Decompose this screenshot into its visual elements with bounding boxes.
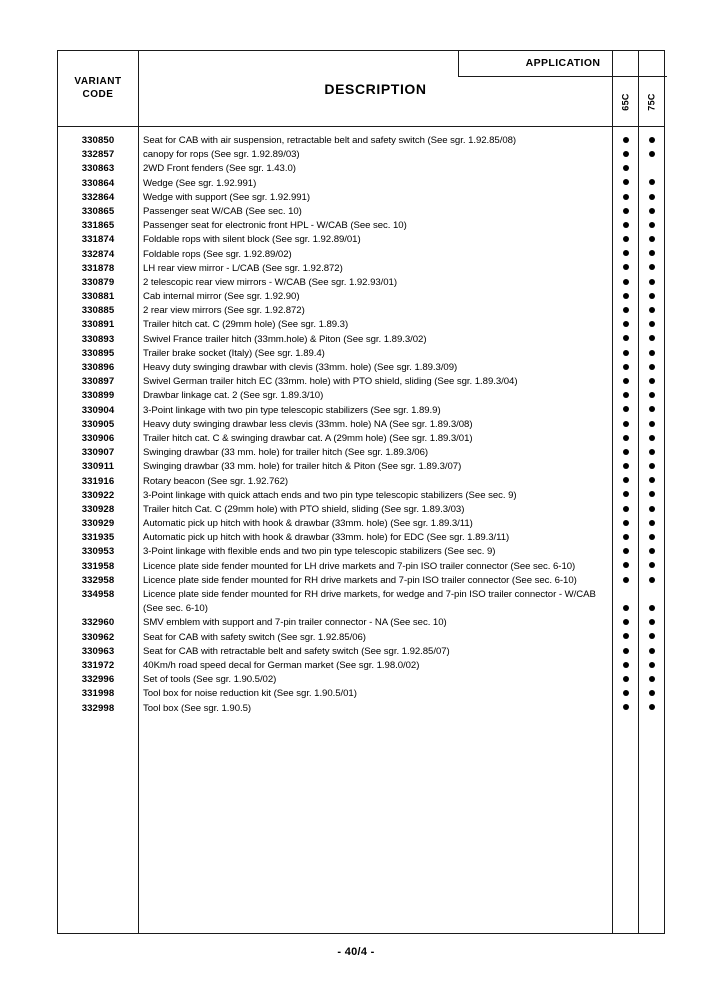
application-dot-icon <box>623 179 629 185</box>
table-row <box>58 588 664 602</box>
description-cell: Tool box for noise reduction kit (See sgr. 1.90.5/01) <box>143 688 357 700</box>
application-dot-icon <box>623 520 629 526</box>
application-dot-icon <box>649 293 655 299</box>
application-65c-cell <box>613 233 639 247</box>
application-65c-cell <box>613 659 639 673</box>
application-75c-cell <box>639 702 665 716</box>
column-header-65c-label: 65C <box>620 92 631 111</box>
application-dot-icon <box>623 548 629 554</box>
application-75c-cell <box>639 262 665 276</box>
application-dot-icon <box>623 392 629 398</box>
table-row <box>58 446 664 460</box>
application-65c-cell <box>613 432 639 446</box>
application-75c-cell <box>639 545 665 559</box>
application-65c-cell <box>613 531 639 545</box>
application-dot-icon <box>623 449 629 455</box>
application-dot-icon <box>623 406 629 412</box>
table-body <box>58 127 664 933</box>
table-row <box>58 616 664 630</box>
application-65c-cell <box>613 134 639 148</box>
variant-code-cell: 330962 <box>81 631 115 643</box>
application-75c-cell <box>639 673 665 687</box>
variant-code-cell: 330897 <box>81 376 115 388</box>
description-cell: Rotary beacon (See sgr. 1.92.762) <box>143 475 289 487</box>
application-dot-icon <box>649 279 655 285</box>
application-65c-cell <box>613 489 639 503</box>
description-cell: 2 telescopic rear view mirrors - W/CAB (See sgr. 1.92.93/01) <box>143 276 397 288</box>
table-row <box>58 404 664 418</box>
application-dot-icon <box>649 179 655 185</box>
table-row <box>58 262 664 276</box>
application-dot-icon <box>649 137 655 143</box>
variant-code-cell: 331874 <box>81 234 115 246</box>
description-cell: Trailer hitch cat. C & swinging drawbar cat. A (29mm hole) (See sgr. 1.89.3/01) <box>143 432 473 444</box>
application-dot-icon <box>649 364 655 370</box>
application-dot-icon <box>649 534 655 540</box>
variant-code-cell: 331958 <box>81 560 115 572</box>
application-dot-icon <box>623 619 629 625</box>
application-65c-cell <box>613 219 639 233</box>
variant-code-header-line2: CODE <box>82 88 114 100</box>
application-75c-cell <box>639 432 665 446</box>
application-dot-icon <box>623 477 629 483</box>
description-cell: Drawbar linkage cat. 2 (See sgr. 1.89.3/10) <box>143 390 324 402</box>
application-dot-icon <box>649 449 655 455</box>
variant-code-cell: 332996 <box>81 674 115 686</box>
application-dot-icon <box>623 293 629 299</box>
table-row <box>58 560 664 574</box>
application-dot-icon <box>649 577 655 583</box>
application-65c-cell <box>613 574 639 588</box>
application-65c-cell <box>613 687 639 701</box>
application-dot-icon <box>649 307 655 313</box>
application-65c-cell <box>613 262 639 276</box>
application-75c-cell <box>639 531 665 545</box>
application-header-label: APPLICATION <box>525 57 601 69</box>
application-65c-cell <box>613 304 639 318</box>
table-row <box>58 318 664 332</box>
application-dot-icon <box>623 208 629 214</box>
application-dot-icon <box>623 250 629 256</box>
application-dot-icon <box>623 151 629 157</box>
table-row <box>58 191 664 205</box>
application-dot-icon <box>623 506 629 512</box>
variant-code-cell: 330896 <box>81 362 115 373</box>
application-dot-icon <box>649 264 655 270</box>
description-cell: Automatic pick up hitch with hook & drawbar (33mm. hole) for EDC (See sgr. 1.89.3/11) <box>143 532 510 544</box>
application-75c-cell <box>639 333 665 347</box>
application-dot-icon <box>649 662 655 668</box>
table-row <box>58 304 664 318</box>
application-dot-icon <box>649 648 655 654</box>
application-65c-cell <box>613 318 639 332</box>
description-cell: 40Km/h road speed decal for German market (See sgr. 1.98.0/02) <box>143 659 420 671</box>
application-65c-cell <box>613 347 639 361</box>
description-cell: Licence plate side fender mounted for LH drive markets and 7-pin ISO trailer connector (See sec. 6-10) <box>143 560 576 572</box>
description-cell: Swinging drawbar (33 mm. hole) for trailer hitch & Piton (See sgr. 1.89.3/07) <box>143 461 462 473</box>
table-row <box>58 673 664 687</box>
variant-code-cell: 330906 <box>81 432 115 444</box>
application-75c-cell <box>639 248 665 262</box>
application-dot-icon <box>623 364 629 370</box>
application-dot-icon <box>649 350 655 356</box>
application-dot-icon <box>623 350 629 356</box>
application-65c-cell <box>613 631 639 645</box>
table-row <box>58 432 664 446</box>
description-cell: Foldable rops (See sgr. 1.92.89/02) <box>143 248 292 260</box>
application-dot-icon <box>623 236 629 242</box>
application-75c-cell <box>639 574 665 588</box>
application-65c-cell <box>613 276 639 290</box>
application-65c-cell <box>613 602 639 616</box>
description-cell: 3-Point linkage with flexible ends and two pin type telescopic stabilizers (See sec. 9) <box>143 546 496 558</box>
application-75c-cell <box>639 503 665 517</box>
application-dot-icon <box>649 151 655 157</box>
application-dot-icon <box>623 165 629 171</box>
application-dot-icon <box>623 648 629 654</box>
variant-code-cell: 330895 <box>81 347 115 359</box>
description-cell: Automatic pick up hitch with hook & drawbar (33mm. hole) (See sgr. 1.89.3/11) <box>143 518 473 530</box>
application-75c-cell <box>639 318 665 332</box>
application-dot-icon <box>649 520 655 526</box>
description-cell: 2 rear view mirrors (See sgr. 1.92.872) <box>143 305 305 317</box>
variant-code-cell: 332864 <box>81 191 115 203</box>
description-cell: Cab internal mirror (See sgr. 1.92.90) <box>143 291 300 303</box>
variant-code-cell: 330904 <box>81 404 115 416</box>
application-dot-icon <box>649 392 655 398</box>
application-75c-cell <box>639 148 665 162</box>
description-cell: Seat for CAB with retractable belt and safety switch (See sgr. 1.92.85/07) <box>143 645 450 657</box>
application-dot-icon <box>623 562 629 568</box>
application-65c-cell <box>613 673 639 687</box>
variant-code-cell: 331865 <box>81 220 115 232</box>
application-dot-icon <box>623 491 629 497</box>
variant-code-cell: 330865 <box>81 205 115 217</box>
description-cell: canopy for rops (See sgr. 1.92.89/03) <box>143 149 300 161</box>
description-cell: Trailer brake socket (Italy) (See sgr. 1.89.4) <box>143 347 325 359</box>
variant-code-cell: 331916 <box>81 475 115 487</box>
application-75c-cell <box>639 191 665 205</box>
variant-code-cell: 330891 <box>81 319 115 331</box>
description-cell: Heavy duty swinging drawbar less clevis (33mm. hole) NA (See sgr. 1.89.3/08) <box>143 418 473 430</box>
variant-code-cell: 332857 <box>81 149 115 161</box>
table-row <box>58 702 664 716</box>
application-75c-cell <box>639 489 665 503</box>
application-dot-icon <box>623 279 629 285</box>
application-75c-cell <box>639 205 665 219</box>
application-75c-cell <box>639 276 665 290</box>
application-75c-cell <box>639 134 665 148</box>
application-dot-icon <box>623 194 629 200</box>
application-dot-icon <box>623 633 629 639</box>
description-cell: Set of tools (See sgr. 1.90.5/02) <box>143 674 277 686</box>
description-cell: Passenger seat W/CAB (See sec. 10) <box>143 205 302 217</box>
application-dot-icon <box>649 194 655 200</box>
application-65c-cell <box>613 616 639 630</box>
variant-code-cell: 330850 <box>81 135 115 146</box>
application-dot-icon <box>623 378 629 384</box>
application-65c-cell <box>613 560 639 574</box>
application-65c-cell <box>613 418 639 432</box>
table-row <box>58 574 664 588</box>
application-75c-cell <box>639 616 665 630</box>
application-65c-cell <box>613 460 639 474</box>
application-dot-icon <box>623 222 629 228</box>
table-row <box>58 659 664 673</box>
table-row <box>58 475 664 489</box>
application-65c-cell <box>613 545 639 559</box>
description-cell: Swivel German trailer hitch EC (33mm. hole) with PTO shield, sliding (See sgr. 1.89.3/04) <box>143 376 518 388</box>
description-cell: Trailer hitch cat. C (29mm hole) (See sgr. 1.89.3) <box>143 319 349 331</box>
description-cell: Licence plate side fender mounted for RH drive markets, for wedge and 7-pin ISO trailer connector - W/CAB <box>143 589 596 600</box>
table-row <box>58 418 664 432</box>
variant-code-cell: 330893 <box>81 333 115 345</box>
variant-code-cell: 330905 <box>81 418 115 430</box>
application-dot-icon <box>623 690 629 696</box>
application-dot-icon <box>623 421 629 427</box>
variant-code-cell: 330879 <box>81 276 115 288</box>
application-75c-cell <box>639 361 665 375</box>
description-cell: LH rear view mirror - L/CAB (See sgr. 1.92.872) <box>143 262 343 274</box>
description-cell: Seat for CAB with safety switch (See sgr. 1.92.85/06) <box>143 631 366 643</box>
variant-code-cell: 331935 <box>81 532 115 544</box>
variant-code-cell: 332998 <box>81 702 115 714</box>
table-row <box>58 517 664 531</box>
description-cell: Foldable rops with silent block (See sgr. 1.92.89/01) <box>143 234 361 246</box>
application-75c-cell <box>639 460 665 474</box>
table-row <box>58 631 664 645</box>
description-cell: Swivel France trailer hitch (33mm.hole) & Piton (See sgr. 1.89.3/02) <box>143 333 427 345</box>
application-65c-cell <box>613 162 639 176</box>
application-75c-cell <box>639 645 665 659</box>
application-65c-cell <box>613 205 639 219</box>
description-cell: SMV emblem with support and 7-pin trailer connector - NA (See sec. 10) <box>143 617 447 629</box>
application-65c-cell <box>613 503 639 517</box>
table-row <box>58 219 664 233</box>
application-75c-cell <box>639 517 665 531</box>
application-65c-cell <box>613 290 639 304</box>
application-dot-icon <box>649 378 655 384</box>
description-cell: 2WD Front fenders (See sgr. 1.43.0) <box>143 163 296 175</box>
application-dot-icon <box>623 321 629 327</box>
table-row <box>58 545 664 559</box>
description-cell: Wedge (See sgr. 1.92.991) <box>143 177 257 189</box>
application-65c-cell <box>613 375 639 389</box>
application-dot-icon <box>649 208 655 214</box>
application-dot-icon <box>623 264 629 270</box>
application-dot-icon <box>649 562 655 568</box>
variant-code-cell: 332874 <box>81 248 115 260</box>
description-cell: Wedge with support (See sgr. 1.92.991) <box>143 191 310 203</box>
table-row <box>58 333 664 347</box>
column-header-65c <box>613 77 639 126</box>
variant-code-cell: 330885 <box>81 305 115 317</box>
application-75c-cell <box>639 404 665 418</box>
application-75c-cell <box>639 475 665 489</box>
application-dot-icon <box>649 236 655 242</box>
table-row <box>58 134 664 148</box>
table-row <box>58 687 664 701</box>
application-dot-icon <box>623 435 629 441</box>
application-75c-cell <box>639 177 665 191</box>
description-cell: Passenger seat for electronic front HPL - W/CAB (See sec. 10) <box>143 220 407 232</box>
table-row <box>58 460 664 474</box>
variant-code-cell: 332958 <box>81 574 115 586</box>
application-75c-cell <box>639 602 665 616</box>
application-65c-cell <box>613 517 639 531</box>
table-row <box>58 205 664 219</box>
table-row <box>58 389 664 403</box>
table-row <box>58 347 664 361</box>
variant-code-header-line1: VARIANT <box>74 76 122 87</box>
application-dot-icon <box>623 463 629 469</box>
application-75c-cell <box>639 389 665 403</box>
variant-code-table <box>57 50 665 934</box>
application-dot-icon <box>623 577 629 583</box>
description-cell: Seat for CAB with air suspension, retractable belt and safety switch (See sgr. 1.92.85/08) <box>143 135 517 146</box>
application-75c-cell <box>639 375 665 389</box>
application-dot-icon <box>623 335 629 341</box>
variant-code-cell: 331998 <box>81 688 115 700</box>
variant-code-cell: 330928 <box>81 503 115 515</box>
application-65c-cell <box>613 148 639 162</box>
application-dot-icon <box>649 690 655 696</box>
variant-code-cell: 330953 <box>81 546 115 558</box>
application-65c-cell <box>613 702 639 716</box>
application-65c-cell <box>613 389 639 403</box>
variant-code-cell: 330899 <box>81 390 115 402</box>
application-dot-icon <box>649 335 655 341</box>
application-dot-icon <box>649 250 655 256</box>
description-cell: Tool box (See sgr. 1.90.5) <box>143 702 252 714</box>
application-dot-icon <box>649 321 655 327</box>
variant-code-cell: 334958 <box>81 589 115 600</box>
table-row <box>58 361 664 375</box>
table-row <box>58 276 664 290</box>
application-75c-cell <box>639 631 665 645</box>
application-dot-icon <box>649 704 655 710</box>
application-65c-cell <box>613 248 639 262</box>
description-cell: Licence plate side fender mounted for RH drive markets and 7-pin ISO trailer connector (See sec. 6-10) <box>143 574 577 586</box>
application-dot-icon <box>649 406 655 412</box>
application-dot-icon <box>649 463 655 469</box>
application-dot-icon <box>649 619 655 625</box>
description-cell: Heavy duty swinging drawbar with clevis (33mm. hole) (See sgr. 1.89.3/09) <box>143 362 458 373</box>
application-65c-cell <box>613 645 639 659</box>
application-75c-cell <box>639 560 665 574</box>
page-footer: - 40/4 - <box>337 946 375 958</box>
application-75c-cell <box>639 659 665 673</box>
application-dot-icon <box>623 676 629 682</box>
variant-code-cell: 330864 <box>81 177 115 189</box>
table-row <box>58 375 664 389</box>
table-row <box>58 162 664 176</box>
application-dot-icon <box>649 506 655 512</box>
application-dot-icon <box>623 534 629 540</box>
application-dot-icon <box>649 633 655 639</box>
variant-code-cell: 330881 <box>81 291 115 303</box>
application-dot-icon <box>623 605 629 611</box>
variant-code-cell: 330929 <box>81 518 115 530</box>
application-dot-icon <box>649 676 655 682</box>
application-75c-cell <box>639 290 665 304</box>
column-header-75c <box>639 77 665 126</box>
variant-code-cell: 332960 <box>81 617 115 629</box>
application-75c-cell <box>639 446 665 460</box>
variant-code-cell: 330907 <box>81 447 115 459</box>
table-row <box>58 489 664 503</box>
application-dot-icon <box>649 477 655 483</box>
application-dot-icon <box>649 548 655 554</box>
description-cell: 3-Point linkage with two pin type telescopic stabilizers (See sgr. 1.89.9) <box>143 404 441 416</box>
variant-code-header <box>58 51 138 126</box>
application-dot-icon <box>649 222 655 228</box>
application-75c-cell <box>639 219 665 233</box>
table-row <box>58 148 664 162</box>
variant-code-cell: 331878 <box>81 262 115 274</box>
application-75c-cell <box>639 347 665 361</box>
table-row <box>58 602 664 616</box>
application-75c-cell <box>639 304 665 318</box>
application-dot-icon <box>649 491 655 497</box>
application-dot-icon <box>649 421 655 427</box>
description-cell: (See sec. 6-10) <box>143 603 208 615</box>
column-header-75c-label: 75C <box>646 92 657 111</box>
table-header <box>58 51 664 126</box>
application-75c-cell <box>639 687 665 701</box>
application-dot-icon <box>623 704 629 710</box>
application-65c-cell <box>613 177 639 191</box>
application-65c-cell <box>613 475 639 489</box>
application-dot-icon <box>623 307 629 313</box>
application-65c-cell <box>613 361 639 375</box>
application-75c-cell <box>639 418 665 432</box>
variant-code-cell: 331972 <box>81 659 115 671</box>
table-row <box>58 531 664 545</box>
application-65c-cell <box>613 446 639 460</box>
table-row <box>58 177 664 191</box>
application-dot-icon <box>649 605 655 611</box>
variant-code-cell: 330911 <box>81 461 115 473</box>
description-cell: Swinging drawbar (33 mm. hole) for trailer hitch (See sgr. 1.89.3/06) <box>143 447 429 459</box>
application-dot-icon <box>649 435 655 441</box>
table-row <box>58 248 664 262</box>
description-cell: 3-Point linkage with quick attach ends and two pin type telescopic stabilizers (See sec. 9) <box>143 489 517 501</box>
application-75c-cell <box>639 233 665 247</box>
application-65c-cell <box>613 333 639 347</box>
table-row <box>58 645 664 659</box>
application-dot-icon <box>623 137 629 143</box>
description-header <box>139 51 612 126</box>
description-header-label: DESCRIPTION <box>324 80 427 97</box>
table-row <box>58 503 664 517</box>
application-65c-cell <box>613 404 639 418</box>
variant-code-cell: 330963 <box>81 645 115 657</box>
variant-code-cell: 330863 <box>81 163 115 175</box>
application-dot-icon <box>623 662 629 668</box>
application-65c-cell <box>613 191 639 205</box>
table-row <box>58 290 664 304</box>
variant-code-cell: 330922 <box>81 489 115 501</box>
description-cell: Trailer hitch Cat. C (29mm hole) with PTO shield, sliding (See sgr. 1.89.3/03) <box>143 503 465 515</box>
table-row <box>58 233 664 247</box>
